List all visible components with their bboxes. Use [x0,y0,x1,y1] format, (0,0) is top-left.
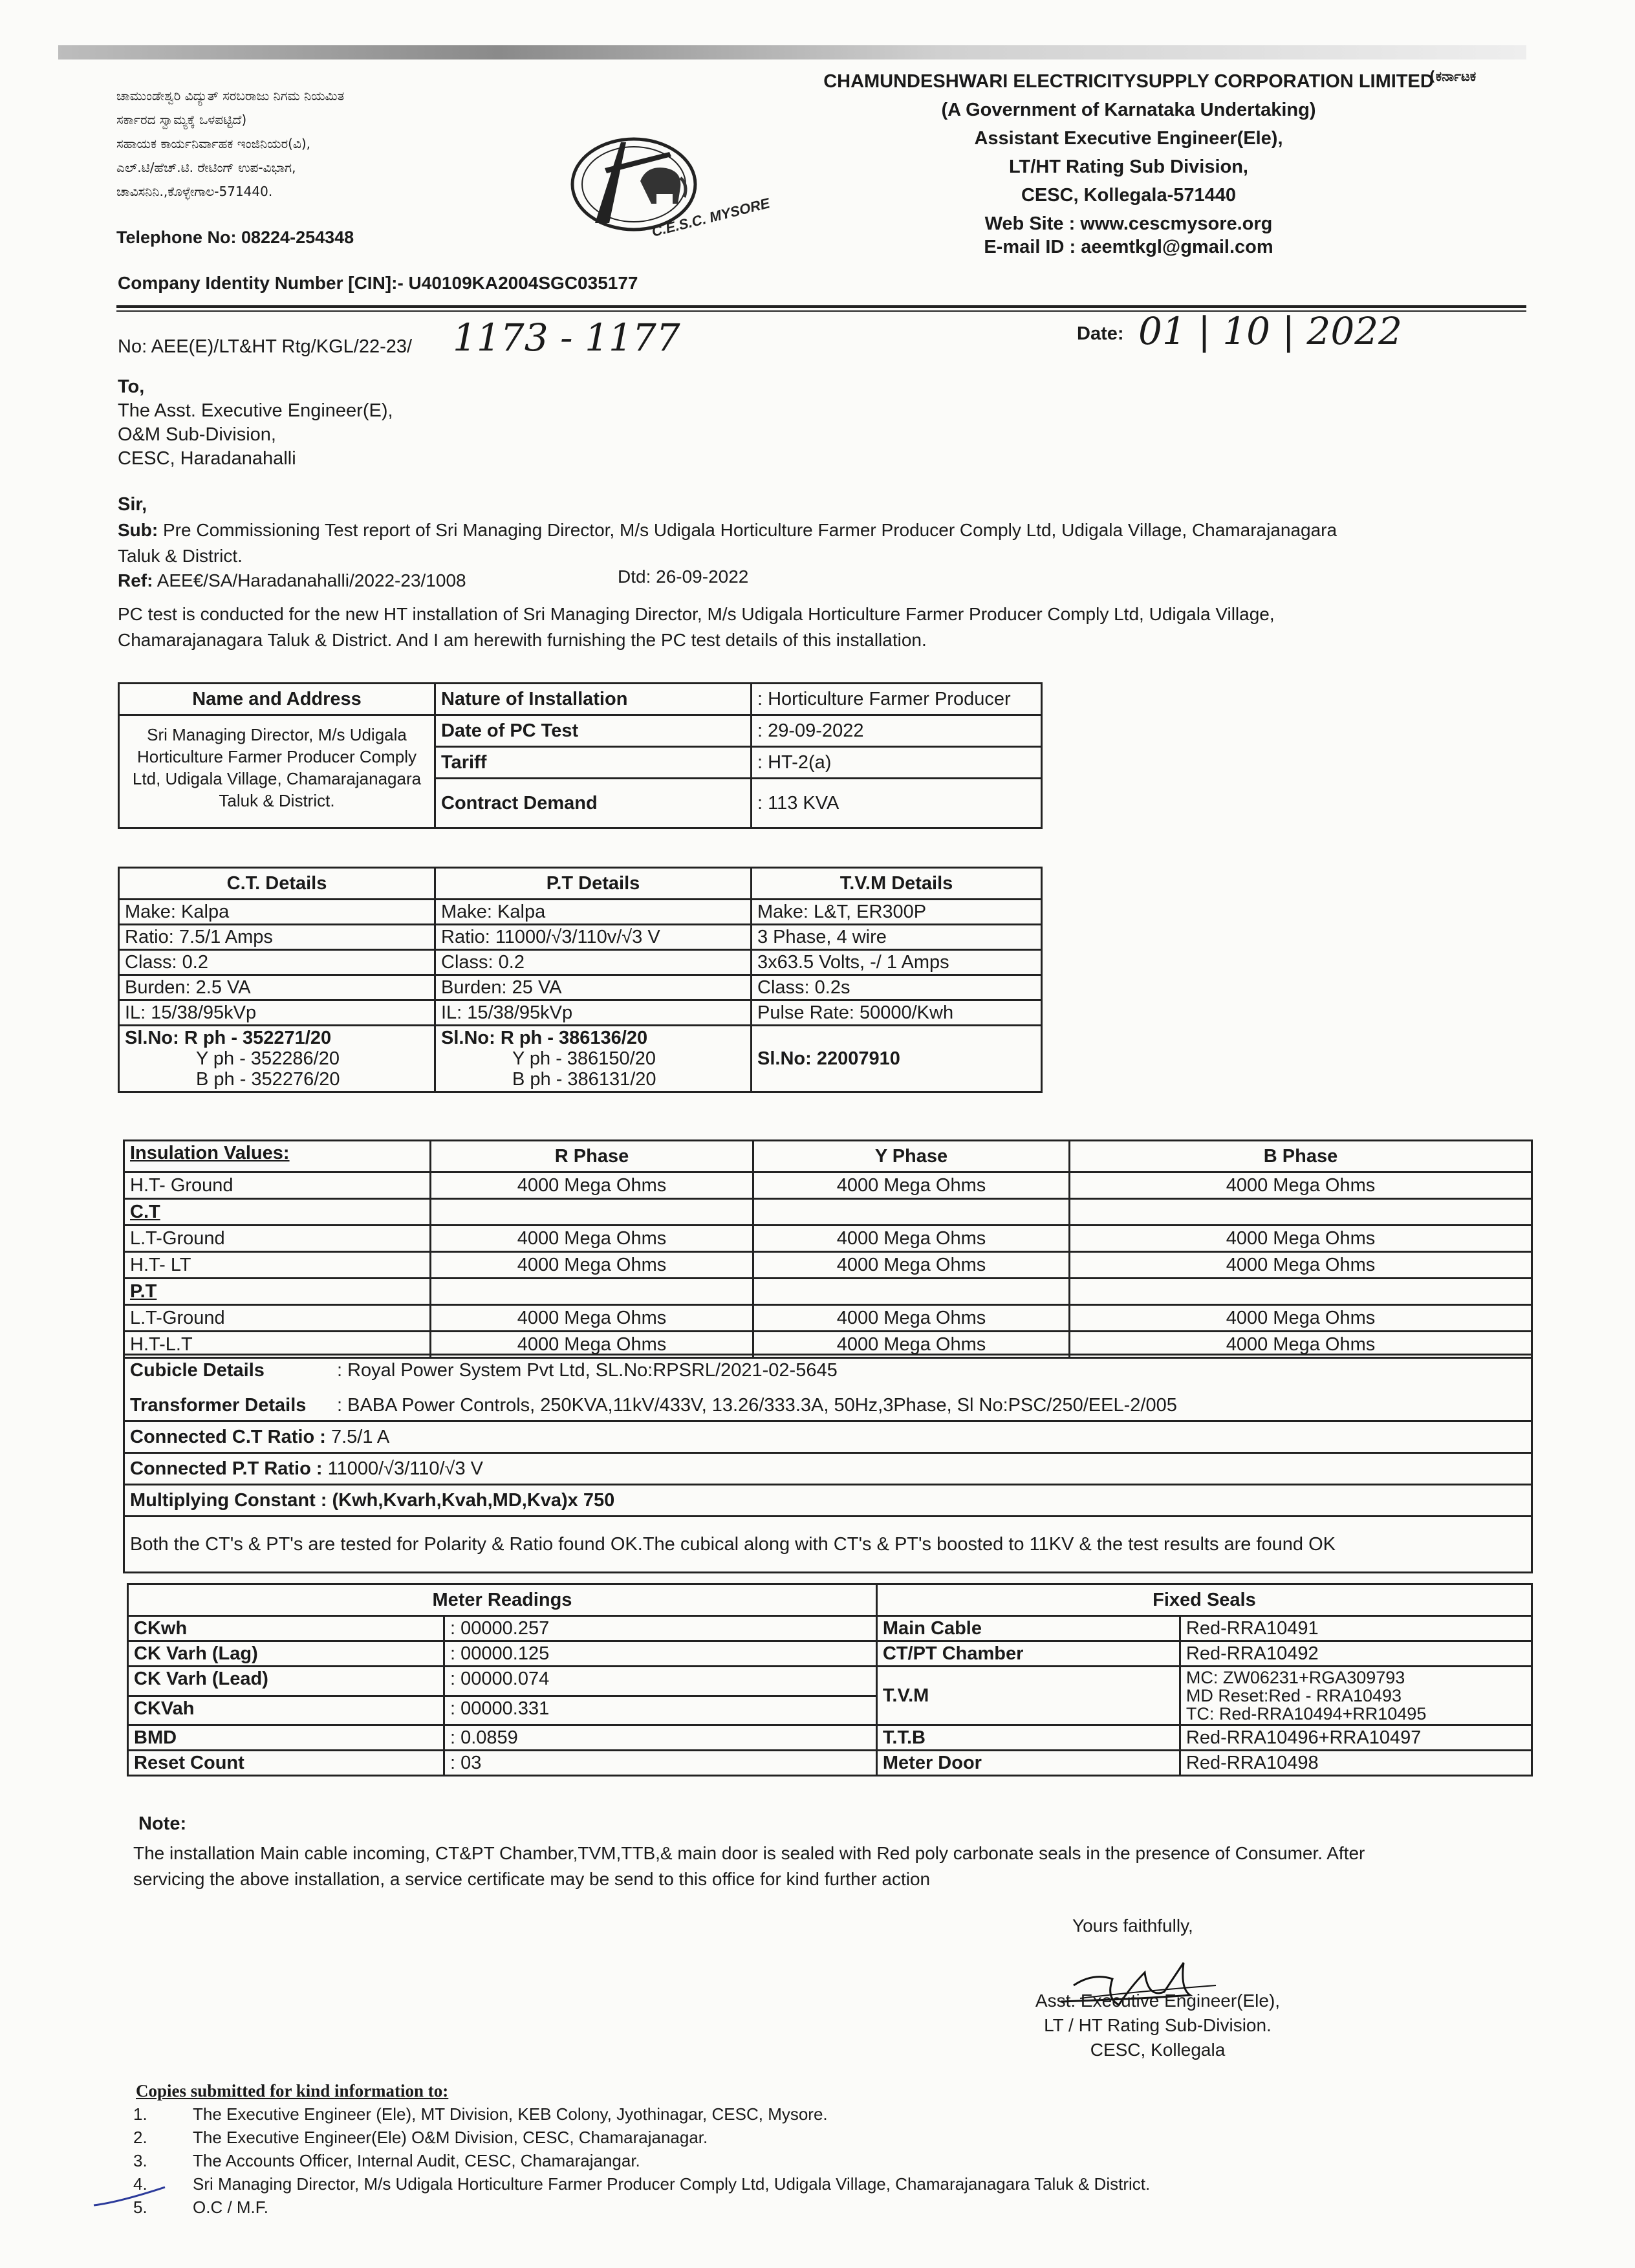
y-phase-header: Y Phase [753,1141,1070,1172]
ct-header: C.T. Details [119,868,435,900]
pt-sl-b: B ph - 386131/20 [512,1069,656,1090]
ct-cell: IL: 15/38/95kVp [119,1000,435,1026]
subject [118,517,1528,569]
cubicle-row [124,1355,1532,1386]
copies-title: Copies submitted for kind information to: [136,2081,449,2101]
pt-cell: Burden: 25 VA [435,975,752,1000]
date-label: Date: [1077,323,1124,344]
y-phase-value: 4000 Mega Ohms [753,1332,1070,1358]
seal-value: Red-RRA10496+RRA10497 [1180,1725,1532,1751]
reading-label: CK Varh (Lag) [128,1641,444,1667]
multiplying-constant: Multiplying Constant : (Kwh,Kvarh,Kvah,MD,Kva)x 750 [124,1485,1532,1517]
kannada-karnataka: (ಕರ್ನಾಟಕ [1429,69,1477,84]
office-line: CESC, Kollegala-571440 [1021,185,1237,206]
tvm-cell: 3x63.5 Volts, -/ 1 Amps [752,950,1042,975]
ref-date: Dtd: 26-09-2022 [618,567,749,587]
y-phase-value: 4000 Mega Ohms [753,1305,1070,1332]
polarity-remark: Both the CT's & PT's are tested for Polarity & Ratio found OK.The cubical along with CT's & PT's boosted to 11KV & the test results are found OK [124,1517,1532,1573]
reading-label: BMD [128,1725,444,1751]
insulation-label: L.T-Ground [124,1226,431,1252]
ct-pt-tvm-table [118,867,1043,1093]
install-label: Tariff [435,747,752,779]
date-handwritten: 01 | 10 | 2022 [1138,309,1403,353]
transformer-value: : BABA Power Controls, 250KVA,11kV/433V, 13.26/333.3A, 50Hz,3Phase, Sl No:PSC/250/EEL-2/005 [337,1395,1177,1416]
b-phase-value: 4000 Mega Ohms [1070,1226,1532,1252]
insulation-table [123,1139,1533,1359]
signatory-line: LT / HT Rating Sub-Division. [1044,2015,1272,2035]
insulation-label: L.T-Ground [124,1305,431,1332]
body-line: Chamarajanagara Taluk & District. And I am herewith furnishing the PC test details of this installation. [118,630,927,650]
ref-number-handwritten: 1173 - 1177 [453,316,680,360]
tvm-cell: Make: L&T, ER300P [752,900,1042,925]
signatory-line: CESC, Kollegala [1090,2040,1226,2060]
ct-ratio-row [124,1421,1532,1453]
kannada-address-block [116,84,344,204]
subject-text-cont: Taluk & District. [118,546,243,566]
reading-value: : 03 [444,1751,877,1776]
tvm-cell: Class: 0.2s [752,975,1042,1000]
logo-text: C.E.S.C. MYSORE [650,195,772,240]
seal-label: T.T.B [876,1725,1180,1751]
addressee-line: The Asst. Executive Engineer(E), [118,400,393,421]
pt-cell: Make: Kalpa [435,900,752,925]
cin: Company Identity Number [CIN]:- U40109KA2004SGC035177 [118,273,638,293]
pt-sl-y: Y ph - 386150/20 [512,1048,656,1069]
note-label: Note: [138,1813,187,1834]
install-value: : HT-2(a) [752,747,1042,779]
details-table [123,1354,1533,1573]
scan-top-edge [58,45,1526,59]
ct-cell: Ratio: 7.5/1 Amps [119,925,435,950]
insulation-row [124,1279,1532,1305]
seal-value: Red-RRA10492 [1180,1641,1532,1667]
reading-value: : 0.0859 [444,1725,877,1751]
insulation-label: C.T [124,1199,431,1226]
signatory-line: Asst. Executive Engineer(Ele), [1035,1991,1281,2011]
reading-label: CK Varh (Lead) [128,1667,444,1696]
insulation-label: H.T- Ground [124,1172,431,1199]
install-label: Nature of Installation [435,684,752,715]
copy-text: O.C / M.F. [193,2198,268,2217]
ct-sl-y: Y ph - 352286/20 [196,1048,340,1069]
insulation-row [124,1226,1532,1252]
meter-seals-table [127,1583,1533,1777]
copy-num: 1. [133,2104,147,2124]
seal-label: CT/PT Chamber [876,1641,1180,1667]
b-phase-value [1070,1279,1532,1305]
pt-cell: IL: 15/38/95kVp [435,1000,752,1026]
install-value: : 29-09-2022 [752,715,1042,747]
copy-num: 4. [133,2174,147,2194]
reading-value: : 00000.074 [444,1667,877,1696]
company-header [783,67,1475,261]
copy-text: Sri Managing Director, M/s Udigala Horticulture Farmer Producer Comply Ltd, Udigala Village, Chamarajanagara Taluk & District. [193,2174,1151,2194]
name-address-header: Name and Address [119,684,435,715]
transformer-row [124,1385,1532,1421]
r-phase-value [431,1279,753,1305]
r-phase-value [431,1199,753,1226]
office-line: Assistant Executive Engineer(Ele), [974,128,1283,149]
kannada-line: ಚಾಮುಂಡೇಶ್ವರಿ ವಿದ್ಯುತ್ ಸರಬರಾಜು ನಿಗಮ ನಿಯಮಿತ [116,88,345,103]
ref-label: Ref: [118,570,153,590]
r-phase-header: R Phase [431,1141,753,1172]
addressee-line: CESC, Haradanahalli [118,448,296,469]
r-phase-value: 4000 Mega Ohms [431,1305,753,1332]
pt-serials [435,1026,752,1092]
subject-text: Pre Commissioning Test report of Sri Managing Director, M/s Udigala Horticulture Farmer Producer Comply Ltd, Udigala Village, Chamarajanagara [158,520,1337,540]
y-phase-value: 4000 Mega Ohms [753,1226,1070,1252]
seal-line: MD Reset:Red - RRA10493 [1186,1686,1402,1705]
cesc-elephant-tower-logo-icon [556,116,772,246]
note-line: The installation Main cable incoming, CT&PT Chamber,TVM,TTB,& main door is sealed with Red poly carbonate seals in the presence of Consumer. After [133,1843,1365,1863]
company-name: CHAMUNDESHWARI ELECTRICITYSUPPLY CORPORATION LIMITED [823,71,1434,92]
pt-sl-r: Sl.No: R ph - 386136/20 [441,1028,648,1048]
insulation-row [124,1305,1532,1332]
subject-label: Sub: [118,520,158,540]
installation-table [118,682,1043,829]
b-phase-value: 4000 Mega Ohms [1070,1332,1532,1358]
ct-cell: Burden: 2.5 VA [119,975,435,1000]
pt-cell: Class: 0.2 [435,950,752,975]
email: E-mail ID : aeemtkgl@gmail.com [984,237,1273,257]
fixed-seals-header: Fixed Seals [876,1584,1532,1616]
seal-label: T.V.M [876,1667,1180,1725]
seal-label: Meter Door [876,1751,1180,1776]
reading-label: CKwh [128,1616,444,1641]
install-label: Contract Demand [435,779,752,828]
kannada-line: ಎಲ್.ಟಿ/ಹೆಚ್.ಟಿ. ರೇಟಿಂಗ್ ಉಪ-ವಿಭಾಗ, [116,160,296,175]
y-phase-value [753,1279,1070,1305]
ct-cell: Make: Kalpa [119,900,435,925]
install-label: Date of PC Test [435,715,752,747]
copy-item [133,2196,1150,2219]
y-phase-value [753,1199,1070,1226]
tvm-cell: Pulse Rate: 50000/Kwh [752,1000,1042,1026]
copy-text: The Executive Engineer (Ele), MT Division, KEB Colony, Jyothinagar, CESC, Mysore. [193,2104,828,2124]
r-phase-value: 4000 Mega Ohms [431,1332,753,1358]
signature-block [1002,1989,1313,2062]
addressee-block [118,375,393,471]
b-phase-value [1070,1199,1532,1226]
pt-header: P.T Details [435,868,752,900]
insulation-label: H.T- LT [124,1252,431,1279]
reading-value: : 00000.331 [444,1696,877,1725]
pt-ratio-label: Connected P.T Ratio : [130,1458,323,1479]
seal-label: Main Cable [876,1616,1180,1641]
closing: Yours faithfully, [1072,1916,1193,1936]
copy-num: 3. [133,2151,147,2170]
b-phase-value: 4000 Mega Ohms [1070,1305,1532,1332]
telephone: Telephone No: 08224-254348 [116,228,354,247]
website: Web Site : www.cescmysore.org [984,213,1273,234]
reading-label: CKVah [128,1696,444,1725]
body-line: PC test is conducted for the new HT installation of Sri Managing Director, M/s Udigala Horticulture Farmer Producer Comply Ltd, Udigala Village, [118,604,1275,624]
kannada-line: ಸರ್ಕಾರದ ಸ್ವಾಮ್ಯಕ್ಕೆ ಒಳಪಟ್ಟಿದೆ) [116,112,247,127]
b-phase-value: 4000 Mega Ohms [1070,1172,1532,1199]
note-line: servicing the above installation, a service certificate may be send to this office for kind further action [133,1869,931,1889]
copy-item [133,2126,1150,2149]
note-text [133,1841,1530,1892]
insulation-header: Insulation Values: [124,1141,431,1172]
header-rule [116,305,1526,308]
addressee-line: O&M Sub-Division, [118,424,276,445]
copy-item [133,2102,1150,2126]
ct-serials [119,1026,435,1092]
install-value: : Horticulture Farmer Producer [752,684,1042,715]
reading-label: Reset Count [128,1751,444,1776]
govt-undertaking: (A Government of Karnataka Undertaking) [941,100,1316,120]
insulation-row [124,1172,1532,1199]
r-phase-value: 4000 Mega Ohms [431,1226,753,1252]
pt-cell: Ratio: 11000/√3/110v/√3 V [435,925,752,950]
cubicle-label: Cubicle Details [130,1360,265,1381]
ct-sl-r: Sl.No: R ph - 352271/20 [125,1028,332,1048]
tvm-header: T.V.M Details [752,868,1042,900]
ct-ratio-value: 7.5/1 A [325,1427,390,1447]
copy-num: 2. [133,2128,147,2147]
tvm-serial: Sl.No: 22007910 [752,1026,1042,1092]
name-address-value: Sri Managing Director, M/s Udigala Horticulture Farmer Producer Comply Ltd, Udigala Village, Chamarajanagara Taluk & District. [119,715,435,828]
salutation: Sir, [118,494,147,515]
insulation-label: P.T [124,1279,431,1305]
kannada-line: ಸಹಾಯಕ ಕಾರ್ಯನಿರ್ವಾಹಕ ಇಂಜಿನಿಯರ(ವಿ), [116,136,311,151]
b-phase-header: B Phase [1070,1141,1532,1172]
cubicle-value: : Royal Power System Pvt Ltd, SL.No:RPSRL/2021-02-5645 [337,1360,838,1381]
r-phase-value: 4000 Mega Ohms [431,1172,753,1199]
transformer-label: Transformer Details [130,1395,307,1416]
copy-text: The Accounts Officer, Internal Audit, CESC, Chamarajangar. [193,2151,640,2170]
ct-sl-b: B ph - 352276/20 [196,1069,340,1090]
kannada-line: ಚಾವಿಸನಿನಿ.,ಕೊಳ್ಳೇಗಾಲ-571440. [116,184,273,199]
reference [118,570,466,591]
copy-item [133,2172,1151,2196]
y-phase-value: 4000 Mega Ohms [753,1172,1070,1199]
seal-line: TC: Red-RRA10494+RR10495 [1186,1704,1427,1723]
ref-text: AEE€/SA/Haradanahalli/2022-23/1008 [153,570,466,590]
tvm-seals [1180,1667,1532,1725]
y-phase-value: 4000 Mega Ohms [753,1252,1070,1279]
tick-mark-icon [91,2186,168,2212]
seal-value: Red-RRA10498 [1180,1751,1532,1776]
copy-item [133,2149,1150,2172]
insulation-row [124,1199,1532,1226]
pt-ratio-value: 11000/√3/110/√3 V [322,1458,484,1479]
r-phase-value: 4000 Mega Ohms [431,1252,753,1279]
copies-block [133,2079,1151,2219]
seal-line: MC: ZW06231+RGA309793 [1186,1668,1405,1687]
b-phase-value: 4000 Mega Ohms [1070,1252,1532,1279]
to-label: To, [118,376,145,397]
reading-value: : 00000.257 [444,1616,877,1641]
install-value: : 113 KVA [752,779,1042,828]
insulation-row [124,1252,1532,1279]
body-paragraph [118,601,1528,653]
ct-ratio-label: Connected C.T Ratio : [130,1427,326,1447]
office-line: LT/HT Rating Sub Division, [1008,157,1248,177]
copy-text: The Executive Engineer(Ele) O&M Division, CESC, Chamarajanagar. [193,2128,708,2147]
ct-cell: Class: 0.2 [119,950,435,975]
reading-value: : 00000.125 [444,1641,877,1667]
tvm-cell: 3 Phase, 4 wire [752,925,1042,950]
pt-ratio-row [124,1453,1532,1485]
copy-num: 5. [133,2198,147,2217]
seal-value: Red-RRA10491 [1180,1616,1532,1641]
meter-readings-header: Meter Readings [128,1584,877,1616]
insulation-label: H.T-L.T [124,1332,431,1358]
ref-number-label: No: AEE(E)/LT&HT Rtg/KGL/22-23/ [118,336,413,357]
